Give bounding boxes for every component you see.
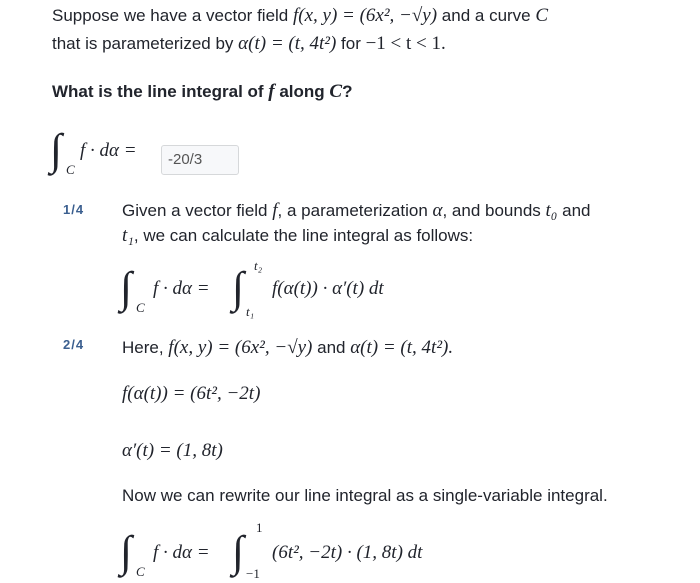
- problem-line-2: [52, 32, 446, 56]
- integral-subscript: C: [136, 564, 145, 579]
- parameterization-formula: α(t) = (t, 4t²).: [350, 337, 454, 358]
- question-text: What is the line integral of: [52, 82, 269, 101]
- hint-text: , a parameterization: [277, 201, 433, 220]
- hint-2-line-1: [122, 336, 453, 360]
- question-f: f: [268, 81, 275, 102]
- integral-sign: ∫: [120, 527, 133, 576]
- integral-upper-bound: t₂: [254, 258, 263, 273]
- question-c: C: [329, 81, 343, 102]
- hint-1-line-1: [122, 199, 591, 223]
- hint-1-lhs: f · dα =: [153, 278, 210, 299]
- hint-text: Here,: [122, 338, 169, 357]
- hint-1-rhs: f(α(t)) · α′(t) dt: [272, 278, 384, 299]
- hint-number: 2/4: [63, 337, 85, 352]
- integral-lower-bound: t₁: [246, 304, 255, 319]
- hint-2-eq-1: f(α(t)) = (6t², −2t): [122, 383, 261, 404]
- hint-2-final-lhs: f · dα =: [153, 542, 210, 563]
- problem-text: and a curve: [437, 6, 536, 25]
- hint-text: , and bounds: [442, 201, 546, 220]
- answer-lhs: f · dα =: [80, 140, 137, 161]
- integral-lower-bound: −1: [246, 566, 260, 581]
- problem-line-1: [52, 4, 548, 28]
- hint-2-eq-2: α′(t) = (1, 8t): [122, 440, 223, 461]
- hint-t1: t₁: [122, 225, 134, 246]
- integral-sign: ∫: [232, 263, 245, 312]
- integral-sign: ∫: [120, 263, 133, 312]
- integral-upper-bound: 1: [256, 520, 263, 535]
- problem-text: that is parameterized by: [52, 34, 239, 53]
- hint-2-rewrite: Now we can rewrite our line integral as a single-variable integral.: [122, 486, 608, 505]
- question-prompt: [52, 80, 352, 104]
- curve-symbol: C: [535, 5, 549, 26]
- question-mark: ?: [342, 82, 353, 101]
- vector-field-formula: f(x, y) = (6x², −√y): [168, 337, 313, 358]
- integral-sign: ∫: [232, 527, 245, 576]
- bounds-formula: −1 < t < 1.: [365, 33, 446, 54]
- hint-text: , we can calculate the line integral as follows:: [133, 226, 474, 245]
- hint-text: and: [557, 201, 591, 220]
- problem-text: Suppose we have a vector field: [52, 6, 293, 25]
- answer-input[interactable]: -20/3: [161, 145, 239, 175]
- problem-text: for: [336, 34, 366, 53]
- hint-number: 1/4: [63, 202, 85, 217]
- hint-t0: t₀: [545, 200, 558, 221]
- parameterization-formula: α(t) = (t, 4t²): [238, 33, 337, 54]
- hint-text: Given a vector field: [122, 201, 273, 220]
- hint-f: f: [272, 200, 278, 221]
- hint-1-line-2: [122, 224, 473, 248]
- hint-alpha: α: [432, 200, 443, 221]
- integral-subscript: C: [136, 300, 145, 315]
- hint-2-final-rhs: (6t², −2t) · (1, 8t) dt: [272, 542, 423, 563]
- vector-field-formula: f(x, y) = (6x², −√y): [292, 5, 438, 26]
- question-text: along: [274, 82, 330, 101]
- integral-subscript: C: [66, 162, 75, 177]
- hint-text: and: [312, 338, 351, 357]
- integral-sign: ∫: [50, 125, 63, 174]
